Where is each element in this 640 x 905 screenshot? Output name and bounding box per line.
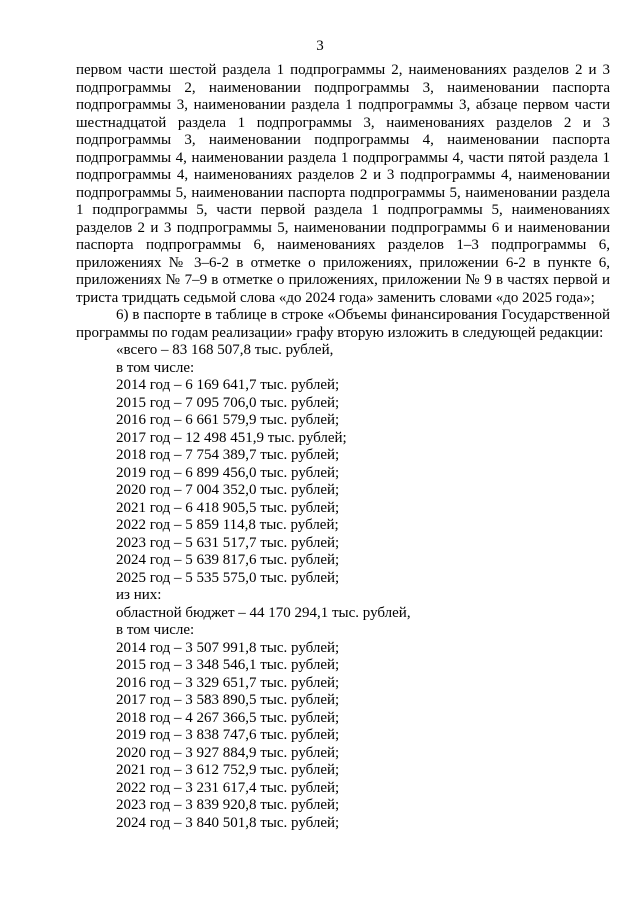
financing-year-line: 2022 год – 5 859 114,8 тыс. рублей;: [116, 517, 339, 533]
financing-year-line: 2014 год – 6 169 641,7 тыс. рублей;: [116, 377, 340, 393]
regional-year-line: 2020 год – 3 927 884,9 тыс. рублей;: [116, 744, 340, 761]
regional-budget-total: областной бюджет – 44 170 294,1 тыс. рублей,: [116, 604, 411, 621]
regional-year-line: 2017 год – 3 583 890,5 тыс. рублей;: [116, 692, 340, 708]
financing-total: «всего – 83 168 507,8 тыс. рублей,: [116, 342, 334, 358]
regional-year-line: 2022 год – 3 231 617,4 тыс. рублей;: [116, 779, 340, 796]
financing-year-line: 2018 год – 7 754 389,7 тыс. рублей;: [116, 447, 340, 463]
financing-year-line: 2019 год – 6 899 456,0 тыс. рублей;: [116, 464, 340, 481]
paragraph-amendments: первом части шестой раздела 1 подпрограммы 2, наименованиях разделов 2 и 3 подпрограммы 2, наименовании подпрограммы 3, наименовании паспорта подпрограммы 3, наименовании раздела 1 подпрограммы 3, абзаце первом части шестнадцатой раздела 1 подпрограммы 3, наименованиях разделов 2 и 3 подпрограммы 3, наименовании подпрограммы 4, наименовании паспорта подпрограммы 4, наименовании раздела 1 подпрограммы 4, части пятой раздела 1 подпрограммы 4, наименованиях разделов 2 и 3 подпрограммы 4, наименовании подпрограммы 5, наименовании паспорта подпрограммы 5, наименовании раздела 1 подпрограммы 5, части первой раздела 1 подпрограммы 5, наименованиях разделов 2 и 3 подпрограммы 5, наименовании подпрограммы 6 и наименовании паспорта подпрограммы 6, наименованиях разделов 1–3 подпрограммы 6, приложениях № 3–6-2 в отметке о приложениях, приложении 6-2 в пункте 6, приложениях № 7–9 в отметке о приложениях, приложении № 9 в частях первой и триста тридцать седьмой слова «до 2024 года» заменить словами «до 2025 года»;: [76, 62, 610, 306]
regional-year-line: 2023 год – 3 839 920,8 тыс. рублей;: [116, 797, 340, 813]
financing-list: [76, 342, 610, 832]
financing-including-label: в том числе:: [116, 359, 195, 376]
financing-year-line: 2017 год – 12 498 451,9 тыс. рублей;: [116, 429, 347, 446]
regional-year-line: 2015 год – 3 348 546,1 тыс. рублей;: [116, 657, 340, 673]
page-number: 3: [316, 38, 324, 54]
financing-year-line: 2020 год – 7 004 352,0 тыс. рублей;: [116, 482, 340, 498]
financing-year-line: 2016 год – 6 661 579,9 тыс. рублей;: [116, 412, 340, 428]
financing-year-line: 2024 год – 5 639 817,6 тыс. рублей;: [116, 552, 340, 568]
regional-year-line: 2018 год – 4 267 366,5 тыс. рублей;: [116, 709, 340, 726]
regional-year-line: 2021 год – 3 612 752,9 тыс. рублей;: [116, 762, 340, 778]
financing-year-line: 2025 год – 5 535 575,0 тыс. рублей;: [116, 569, 340, 586]
paragraph-item-6: 6) в паспорте в таблице в строке «Объемы финансирования Государственной программы по годам реализации» графу вторую изложить в следующей редакции:: [76, 307, 610, 341]
financing-of-which-label: из них:: [116, 587, 162, 603]
financing-year-line: 2023 год – 5 631 517,7 тыс. рублей;: [116, 534, 340, 551]
regional-including-label: в том числе:: [116, 622, 195, 638]
financing-year-line: 2021 год – 6 418 905,5 тыс. рублей;: [116, 499, 340, 516]
regional-year-line: 2019 год – 3 838 747,6 тыс. рублей;: [116, 727, 340, 743]
document-body: [76, 62, 610, 832]
regional-year-line: 2024 год – 3 840 501,8 тыс. рублей;: [116, 814, 340, 831]
financing-year-line: 2015 год – 7 095 706,0 тыс. рублей;: [116, 394, 340, 411]
regional-year-line: 2014 год – 3 507 991,8 тыс. рублей;: [116, 639, 340, 656]
regional-year-line: 2016 год – 3 329 651,7 тыс. рублей;: [116, 674, 340, 691]
